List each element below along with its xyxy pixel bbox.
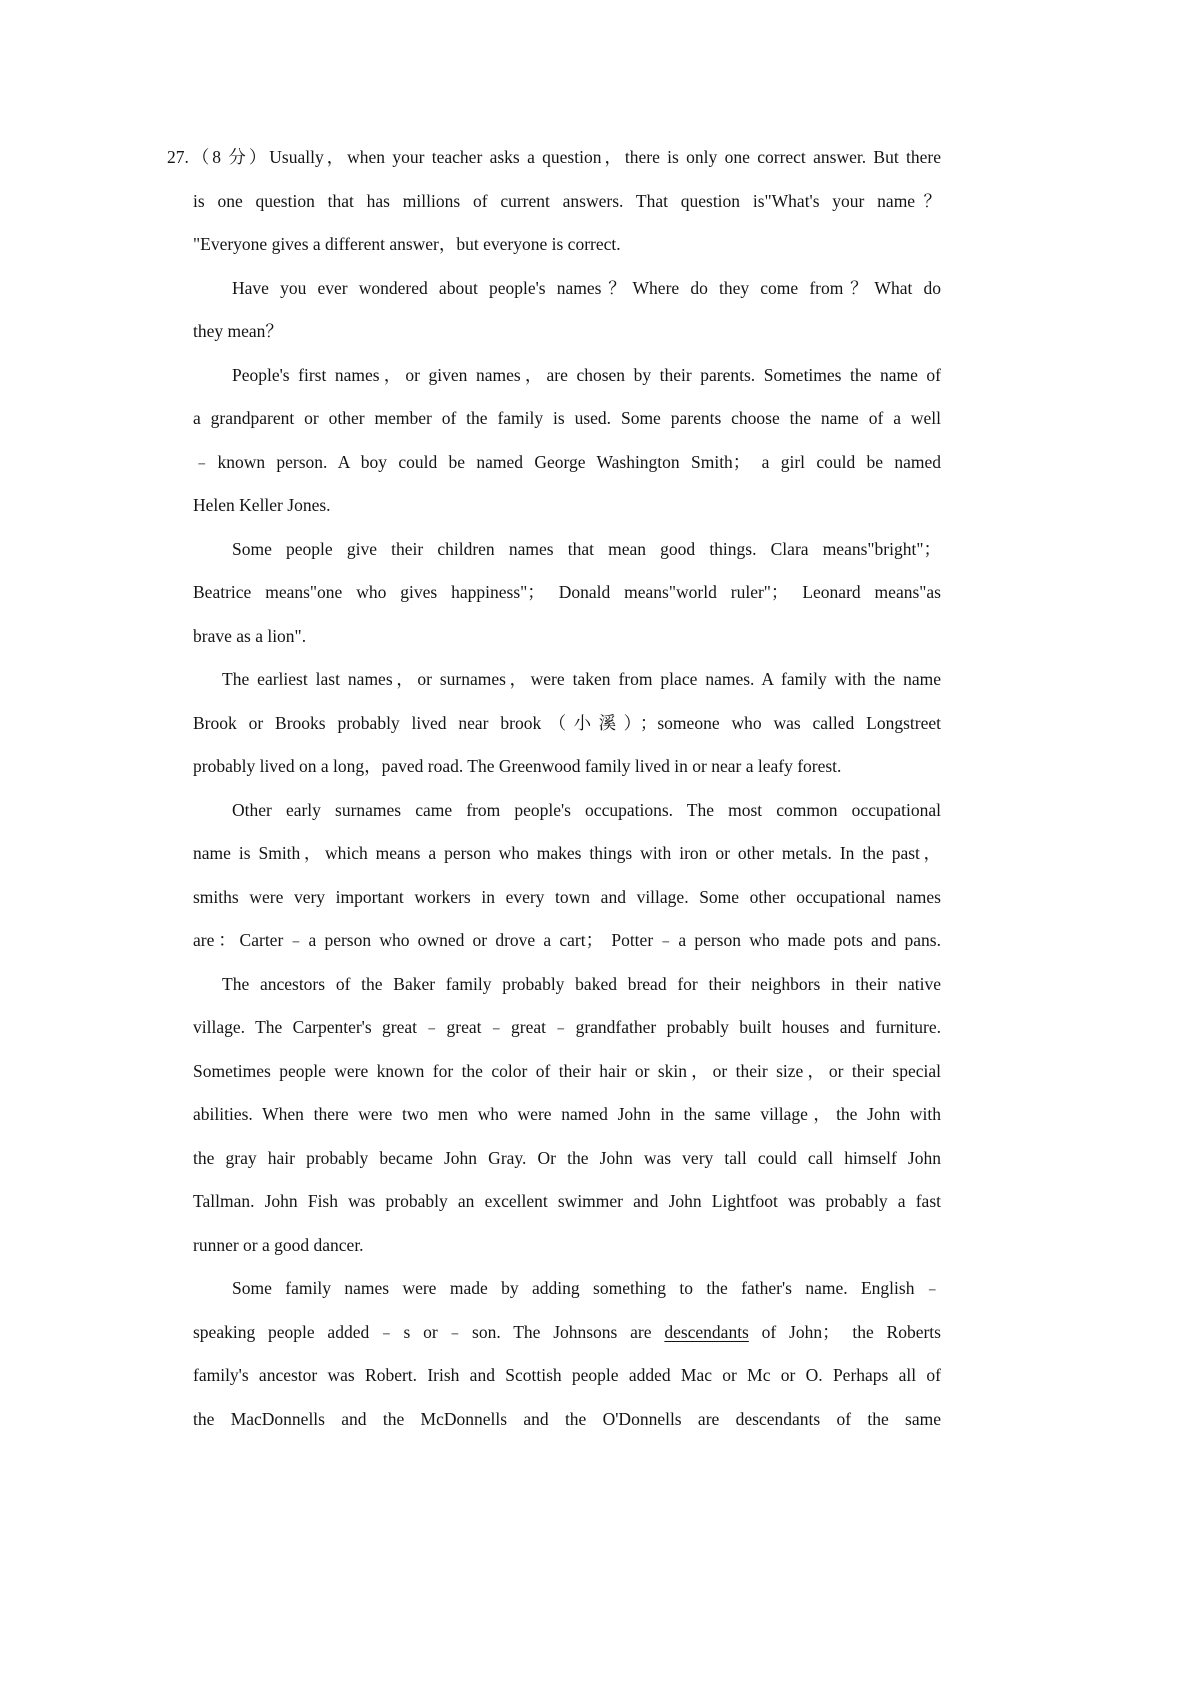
line-text: Usually，when your teacher asks a question，there is only one correct answer. But there <box>269 147 942 167</box>
paragraph <box>167 145 942 276</box>
reading-passage <box>167 145 942 1450</box>
paragraph-line: name is Smith，which means a person who makes things with iron or other metals. In the past， <box>193 843 941 863</box>
paragraph-line: Some family names were made by adding something to the father's name. English﹣ <box>232 1278 941 1298</box>
paragraph-line: the MacDonnells and the McDonnells and the O'Donnells are descendants of the same <box>193 1408 941 1429</box>
paragraph <box>193 972 941 1277</box>
paragraph-line: Have you ever wondered about people's names？Where do they come from？What do <box>232 277 941 298</box>
underlined-word: descendants <box>664 1321 749 1342</box>
paragraph <box>193 537 941 668</box>
paragraph-line: are：Carter﹣a person who owned or drove a cart； Potter﹣a person who made pots and pans. <box>193 930 941 950</box>
paragraph-line: they mean？ <box>193 321 283 341</box>
paragraph-line: Beatrice means"one who gives happiness"； Donald means"world ruler"； Leonard means"as <box>193 582 941 602</box>
paragraph-line: The ancestors of the Baker family probably baked bread for their neighbors in their native <box>222 973 941 994</box>
paragraph-line: Sometimes people were known for the color of their hair or skin，or their size，or their special <box>193 1060 941 1081</box>
paragraph-line: Brook or Brooks probably lived near brook（小溪）；someone who was called Longstreet <box>193 712 941 733</box>
line-text: speaking people added﹣s or﹣son. The Johnsons are <box>193 1321 665 1342</box>
paragraph-line <box>193 1320 941 1364</box>
paragraph <box>193 1276 941 1450</box>
paragraph-line: probably lived on a long，paved road. The Greenwood family lived in or near a leafy forest. <box>193 756 842 776</box>
paragraph-line: brave as a lion". <box>193 625 307 646</box>
question-number: 27. <box>167 147 189 167</box>
paragraph-line: Other early surnames came from people's occupations. The most common occupational <box>232 799 941 820</box>
paragraph-line: abilities. When there were two men who were named John in the same village，the John with <box>193 1104 941 1124</box>
paragraph <box>193 363 941 537</box>
paragraph-line: is one question that has millions of current answers. That question is"What's your name？ <box>193 190 941 211</box>
paragraph <box>193 798 941 972</box>
paragraph-line: Some people give their children names that mean good things. Clara means"bright"； <box>232 538 941 559</box>
paragraph-line: "Everyone gives a different answer，but everyone is correct. <box>193 234 621 254</box>
paragraph-line: ﹣known person. A boy could be named George Washington Smith； a girl could be named <box>193 451 941 472</box>
paragraph-line <box>167 145 941 189</box>
paragraph-line: Tallman. John Fish was probably an excellent swimmer and John Lightfoot was probably a fast <box>193 1191 941 1211</box>
paragraph-line: runner or a good dancer. <box>193 1234 364 1255</box>
paragraph-line: family's ancestor was Robert. Irish and Scottish people added Mac or Mc or O. Perhaps all of <box>193 1365 941 1385</box>
paragraph-line: a grandparent or other member of the family is used. Some parents choose the name of a well <box>193 408 941 428</box>
paragraph <box>193 276 941 363</box>
paragraph-line: smiths were very important workers in every town and village. Some other occupational names <box>193 886 941 907</box>
paragraph-line: village. The Carpenter's great﹣great﹣great﹣grandfather probably built houses and furniture. <box>193 1017 941 1037</box>
question-points: （8 分） <box>188 147 270 167</box>
line-text: of John； the Roberts <box>748 1321 941 1342</box>
paragraph-line: Helen Keller Jones. <box>193 495 331 515</box>
paragraph-line: the gray hair probably became John Gray. Or the John was very tall could call himself John <box>193 1147 941 1168</box>
paragraph-line: People's first names，or given names，are chosen by their parents. Sometimes the name of <box>232 364 941 385</box>
paragraph <box>193 667 941 798</box>
paragraph-line: The earliest last names，or surnames，were taken from place names. A family with the name <box>222 669 941 689</box>
